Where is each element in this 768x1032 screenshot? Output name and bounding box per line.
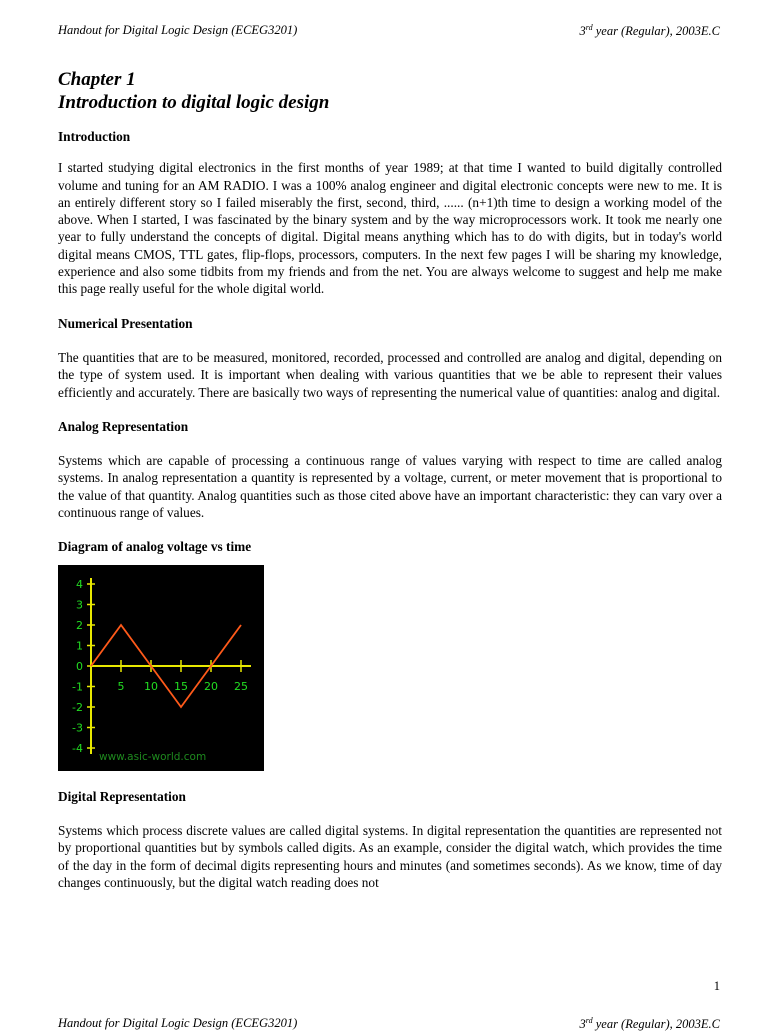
y-tick-label: 2	[76, 618, 83, 632]
x-tick-label: 20	[204, 679, 218, 693]
footer-right: 3rd year (Regular), 2003E.C	[579, 1016, 720, 1032]
section-heading-numerical: Numerical Presentation	[58, 315, 193, 331]
x-tick-label: 5	[117, 679, 125, 693]
chart-watermark: www.asic-world.com	[99, 750, 207, 763]
footer-left: Handout for Digital Logic Design (ECEG3201)	[58, 1016, 298, 1030]
y-tick-label: -4	[72, 741, 83, 755]
section-heading-digital: Digital Representation	[58, 788, 186, 804]
numerical-paragraph: The quantities that are to be measured, monitored, recorded, processed and controlled are analog and digital, depending on the type of system used. It is important when dealing with various quantities that we be able to represent their values efficiently and accurately. There are basically two ways of representing the numerical value of quantities: analog and digital.	[58, 349, 722, 400]
analog-voltage-chart	[58, 565, 264, 771]
y-tick-label: 0	[76, 659, 83, 673]
y-tick-label: -2	[72, 700, 83, 714]
x-tick-label: 25	[234, 679, 248, 693]
y-tick-label: 3	[76, 598, 83, 612]
page-content	[58, 68, 722, 891]
section-heading-diagram: Diagram of analog voltage vs time	[58, 539, 252, 555]
section-heading-analog: Analog Representation	[58, 418, 189, 434]
y-tick-label: -1	[72, 680, 83, 694]
y-tick-label: -3	[72, 721, 83, 735]
page-number: 1	[713, 979, 720, 993]
chart-svg	[59, 566, 263, 770]
chapter-title: Introduction to digital logic design	[58, 92, 330, 113]
y-tick-label: 4	[76, 577, 83, 591]
chapter-number: Chapter 1	[58, 69, 136, 90]
analog-paragraph: Systems which are capable of processing a continuous range of values varying with respect to time are called analog systems. In analog representation a quantity is represented by a voltage, current, or meter movement that is proportional to the value of that quantity. Analog quantities such as those cited above have an important characteristic: they can vary over a continuous range of values.	[58, 453, 722, 521]
page-header	[58, 23, 720, 39]
page-footer	[58, 1016, 720, 1032]
x-tick-label: 10	[144, 679, 158, 693]
digital-paragraph: Systems which process discrete values are called digital systems. In digital representation the quantities are represented not by proportional quantities but by symbols called digits. As an example, consider the digital watch, which provides the time of the day in the form of decimal digits representing hours and minutes (and sometimes seconds). As we know, time of day changes continuously, but the digital watch reading does not	[58, 822, 722, 890]
section-heading-introduction: Introduction	[58, 129, 131, 144]
header-right: 3rd year (Regular), 2003E.C	[579, 23, 720, 39]
introduction-paragraph: I started studying digital electronics in the first months of year 1989; at that time I wanted to build digitally controlled volume and tuning for an AM RADIO. I was a 100% analog engineer and digital electronic concepts were new to me. It is an entirely different story so I failed miserably the first, second, third, ...... (n+1)th time to design a working model of the above. When I started, I was fascinated by the binary system and by the way microprocessors work. It took me nearly one year to fully understand the concepts of digital. Digital means anything which has to do with digits, but in today's world digital means CMOS, TTL gates, flip-flops, processors, computers. In the next few pages I will be sharing my knowledge, experience and also some tidbits from my friends and from the net. You are always welcome to suggest and help me make this page really useful for the whole digital world.	[58, 160, 722, 297]
x-tick-label: 15	[174, 679, 188, 693]
y-tick-label: 1	[76, 639, 83, 653]
header-left: Handout for Digital Logic Design (ECEG3201)	[58, 23, 298, 37]
